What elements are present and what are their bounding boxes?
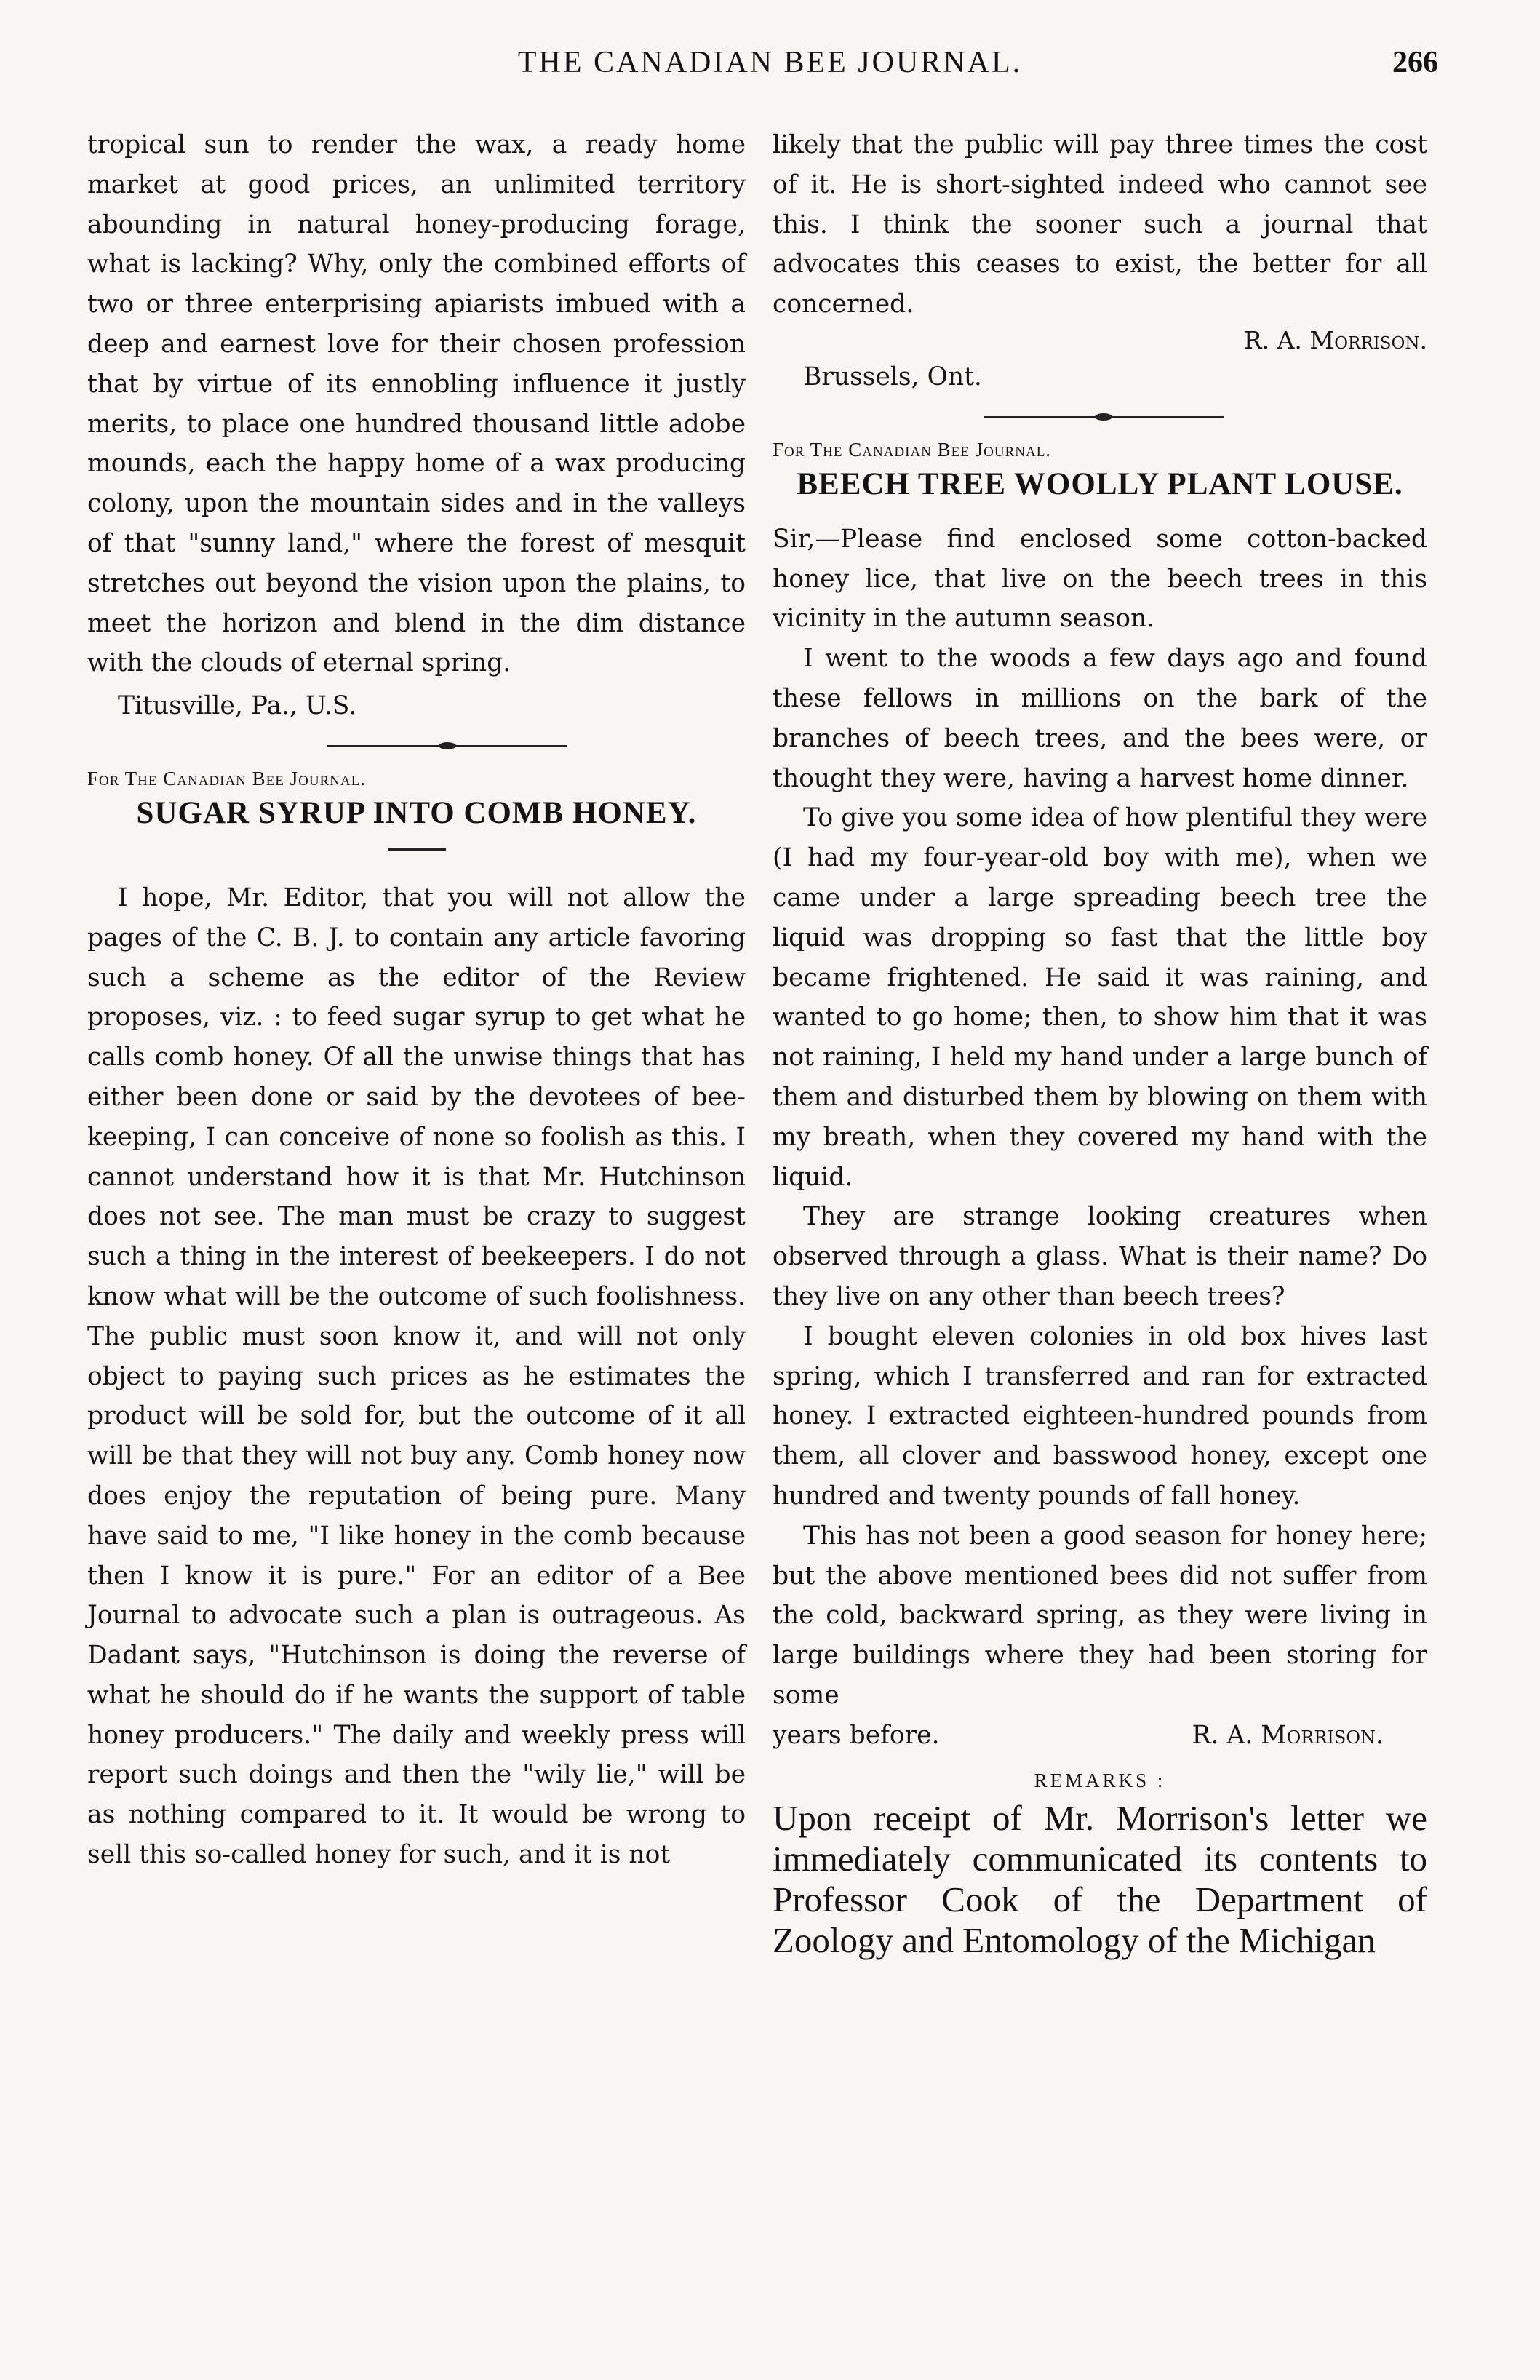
place-line: Brussels, Ont. (803, 362, 982, 391)
article-title: BEECH TREE WOOLLY PLANT LOUSE. (797, 466, 1403, 501)
continued-paragraph: tropical sun to render the wax, a ready home market at good prices, an unlimited territory abounding in natural honey-producing forage, what is lacking? Why, only the combined efforts of two or three enterprising apiarists imbued with a deep and earnest love for their chosen profession that by virtue of its ennobling influence it justly merits, to place one hundred thousand little adobe mounds, each the happy home of a wax producing colony, upon the mountain sides and in the valleys of that "sunny land," where the forest of mesquit stretches out beyond the vision upon the plains, to meet the horizon and blend in the dim distance with the clouds of eternal spring. (87, 130, 746, 678)
article-title: SUGAR SYRUP INTO COMB HONEY. (136, 795, 697, 830)
body-paragraph: They are strange looking creatures when observed through a glass. What is their name? Do they live on any other than beech trees? (773, 1202, 1427, 1311)
source-line: For The Canadian Bee Journal. (87, 767, 367, 789)
author-name: R. A. Morrison. (1192, 1720, 1384, 1750)
remarks-heading: REMARKS : (1034, 1770, 1166, 1792)
left-column (87, 125, 746, 1875)
continued-paragraph: likely that the public will pay three times the cost of it. He is short-sighted indeed who cannot see this. I think the sooner such a journal that advocates this ceases to exist, the better for all concerned. (773, 130, 1427, 319)
body-paragraph: This has not been a good season for honey here; but the above mentioned bees did not suffer from the cold, backward spring, as they were living in large buildings where they had been storing for some (773, 1521, 1427, 1710)
closing-line (773, 1716, 1427, 1756)
section-divider (327, 745, 567, 747)
salutation-paragraph: Sir,—Please find enclosed some cotton-backed honey lice, that live on the beech trees in this vicinity in the autumn season. (773, 524, 1427, 634)
author-name: R. A. Morrison. (1243, 325, 1427, 354)
running-head (0, 45, 1540, 96)
source-line: For The Canadian Bee Journal. (773, 438, 1052, 461)
closing-text: years before. (773, 1720, 940, 1750)
page-number: 266 (1392, 46, 1438, 79)
article-body: I hope, Mr. Editor, that you will not allow the pages of the C. B. J. to contain any article favoring such a scheme as the editor of the Review proposes, viz. : to feed sugar syrup to get what he calls comb honey. Of all the unwise things that has either been done or said by the devotees of bee-keeping, I can conceive of none so foolish as this. I cannot understand how it is that Mr. Hutchinson does not see. The man must be crazy to suggest such a thing in the interest of beekeepers. I do not know what will be the outcome of such foolishness. The public must soon know it, and will not only object to paying such prices as he estimates the product will be sold for, but the outcome of it all will be that they will not buy any. Comb honey now does enjoy the reputation of being pure. Many have said to me, "I like honey in the comb because then I know it is pure." For an editor of a Bee Journal to advocate such a plan is outrageous. As Dadant says, "Hutchinson is doing the reverse of what he should do if he wants the support of table honey producers." The daily and weekly press will report such doings and then the "wily lie," will be as nothing compared to it. It would be wrong to sell this so-called honey for such, and it is not (87, 883, 746, 1870)
author-signature (773, 326, 1427, 354)
remarks-text: Upon receipt of Mr. Morrison's letter we immediately communicated its contents to Professor Cook of the Department of Zoology and Entomology of the Michigan (773, 1798, 1427, 1961)
body-paragraph: I went to the woods a few days ago and found these fellows in millions on the bark of the branches of beech trees, and the bees were, or thought they were, having a harvest home dinner. (773, 644, 1427, 793)
place-line: Titusville, Pa., U.S. (118, 691, 357, 721)
section-divider (984, 416, 1224, 418)
body-paragraph: To give you some idea of how plentiful they were (I had my four-year-old boy with me), when we came under a large spreading beech tree the liquid was dropping so fast that the little boy became frightened. He said it was raining, and wanted to go home; then, to show him that it was not raining, I held my hand under a large bunch of them and disturbed them by blowing on them with my breath, when they covered my hand with the liquid. (773, 803, 1427, 1192)
body-paragraph: I bought eleven colonies in old box hives last spring, which I transferred and ran for extracted honey. I extracted eighteen-hundred pounds from them, all clover and basswood honey, except one hundred and twenty pounds of fall honey. (773, 1321, 1427, 1511)
title-underline (388, 848, 446, 851)
right-column (773, 125, 1427, 1961)
journal-title: THE CANADIAN BEE JOURNAL. (517, 46, 1023, 79)
